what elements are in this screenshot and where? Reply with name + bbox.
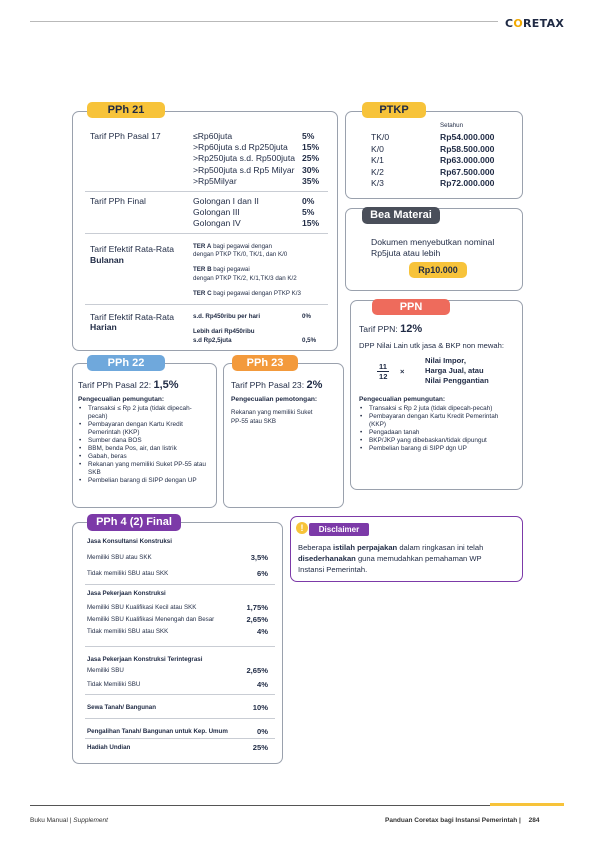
ptkp-title: PTKP [362,102,426,118]
coretax-logo: CORETAX [505,17,565,30]
divider [85,738,275,739]
pph4-row-rate: 2,65% [246,615,268,624]
final-rate: 0% [302,196,315,206]
pph4-row-label: Memiliki SBU atau SKK [87,554,152,561]
pasal17-label: Tarif PPh Pasal 17 [90,131,161,141]
pph23-tarif: Tarif PPh Pasal 23: 2% [231,379,323,391]
pasal17-bracket: >Rp60juta s.d Rp250juta [193,142,288,153]
final-golongan: Golongan I dan II [193,196,259,206]
pasal17-bracket: >Rp500juta s.d Rp5 Milyar [193,164,295,175]
disclaimer-line-3: Instansi Pemerintah. [298,565,368,574]
pasal17-rate: 35% [302,175,320,186]
ppn-title: PPN [372,299,450,315]
pph4-section: Jasa Pekerjaan Konstruksi Terintegrasi [87,656,203,663]
list-item: • Gabah, beras [78,453,208,461]
footer-accent [490,803,564,806]
list-item: • Pembayaran dengan Kartu Kredit Pemerintah (KKP) [78,421,208,437]
pph4-row-label: Memiliki SBU Kualifikasi Kecil atau SKK [87,604,197,611]
pasal17-rate: 5% [302,131,315,141]
pph23-peng-title: Pengecualian pemotongan: [231,396,318,403]
divider [85,304,328,305]
ppn-dpp: DPP Nilai Lain utk jasa & BKP non mewah: [359,341,504,350]
bea-amount: Rp10.000 [409,262,467,278]
ptkp-amount: Rp72.000.000 [440,178,495,189]
pph21-title: PPh 21 [87,102,165,118]
final-golongan: Golongan IV [193,218,241,229]
ptkp-status: TK/0 [371,132,390,142]
pph23-text-2: PP-55 atau SKB [231,418,277,425]
pph23-text-1: Rekanan yang memiliki Suket [231,409,313,416]
ppn-frac-num: 11 [379,362,388,371]
pasal17-rate: 25% [302,153,320,164]
ppn-tarif: Tarif PPN: 12% [359,323,423,335]
ter-a: TER A bagi pegawai dengan [193,243,272,250]
footer-left: Buku Manual | Supplement [30,817,108,824]
pasal17-rate: 30% [302,164,320,175]
pph22-exemption-list [78,405,208,485]
pph4-pengalihan: Pengalihan Tanah/ Bangunan untuk Kep. Umum [87,728,228,735]
harian-label: Tarif Efektif Rata-Rata [90,312,175,322]
warning-icon: ! [296,522,308,534]
ptkp-amount: Rp67.500.000 [440,166,495,177]
disclaimer-title: Disclaimer [309,523,369,536]
pasal17-bracket: >Rp5Milyar [193,175,237,186]
ter-c: TER C bagi pegawai dengan PTKP K/3 [193,290,301,297]
pasal17-rate: 15% [302,142,320,153]
pph4-title: PPh 4 (2) Final [87,514,181,531]
pph4-hadiah: Hadiah Undian [87,744,131,751]
pph4-row-rate: 3,5% [250,553,268,562]
pph4-hadiah-rate: 25% [252,743,268,752]
ptkp-status: K/3 [371,178,384,189]
harian-r2b: s.d Rp2,5juta [193,337,232,344]
list-item: • Pembelian barang di SIPP dengan UP [78,477,208,485]
divider [85,646,275,647]
harian-r1: s.d. Rp450ribu per hari [193,313,261,320]
pph4-section: Jasa Konsultansi Konstruksi [87,538,172,545]
ptkp-amount: Rp58.500.000 [440,143,495,154]
ter-label: Tarif Efektif Rata-Rata [90,244,175,254]
pph4-pengalihan-rate: 0% [257,727,268,736]
final-rate: 15% [302,218,320,229]
pph4-section: Jasa Pekerjaan Konstruksi [87,590,166,597]
pph4-row-label: Tidak memiliki SBU atau SKK [87,570,169,577]
list-item: • Transaksi ≤ Rp 2 juta (tidak dipecah-pecah) [78,405,208,421]
list-item: • Pengadaan tanah [359,429,509,437]
harian-v2: 0,5% [302,337,317,344]
pph4-row-rate: 6% [257,569,268,578]
divider [85,718,275,719]
pph4-row-label: Tidak memiliki SBU atau SKK [87,628,169,635]
list-item: • BBM, benda Pos, air, dan listrik [78,445,208,453]
disclaimer-line-2: disederhanakan guna memudahkan pemahaman WP [298,554,482,563]
ter-b-2: dengan PTKP TK/2, K/1,TK/3 dan K/2 [193,275,297,282]
ptkp-amount: Rp54.000.000 [440,132,495,142]
final-label: Tarif PPh Final [90,196,146,206]
list-item: • Transaksi ≤ Rp 2 juta (tidak dipecah-pecah) [359,405,509,413]
pph4-sewa-rate: 10% [252,703,268,712]
ppn-times: × [400,367,405,376]
divider [85,191,328,192]
pasal17-bracket: >Rp250juta s.d. Rp500juta [193,153,296,164]
pph4-row-rate: 2,65% [246,666,268,675]
pph4-row-label: Tidak Memiliki SBU [87,681,141,688]
final-golongan: Golongan III [193,207,240,218]
bea-text-2: Rp5juta atau lebih [371,248,441,258]
divider [85,694,275,695]
harian-r2a: Lebih dari Rp450ribu [193,328,255,335]
ter-a-2: dengan PTKP TK/0, TK/1, dan K/0 [193,251,288,258]
ptkp-status: K/1 [371,155,384,166]
footer-right: Panduan Coretax bagi Instansi Pemerintah | 284 [385,817,540,824]
ptkp-setahun: Setahun [440,122,464,129]
bea-title: Bea Materai [362,207,440,224]
pph4-row-rate: 4% [257,680,268,689]
pph4-sewa: Sewa Tanah/ Bangunan [87,704,156,711]
ter-b: TER B bagi pegawai [193,266,250,273]
list-item: • Sumber dana BOS [78,437,208,445]
pph22-title: PPh 22 [87,355,165,371]
pph22-tarif: Tarif PPh Pasal 22: 1,5% [78,379,179,391]
list-item: • Pembayaran dengan Kartu Kredit Pemerintah (KKP) [359,413,509,429]
ptkp-status: K/0 [371,143,384,154]
divider [85,233,328,234]
pph22-peng-title: Pengecualian pemungutan: [78,396,165,403]
list-item: • Pembelian barang di SIPP dgn UP [359,445,509,453]
ppn-nilai-2: Harga Jual, atau [425,366,484,375]
header-rule [30,21,498,22]
bea-text-1: Dokumen menyebutkan nominal [371,237,495,247]
pasal17-bracket: ≤Rp60juta [193,131,233,141]
ptkp-amount: Rp63.000.000 [440,155,495,166]
list-item: • BKP/JKP yang dibebaskan/tidak dipungut [359,437,509,445]
ppn-nilai-1: Nilai Impor, [425,356,466,365]
ppn-nilai-3: Nilai Penggantian [425,376,489,385]
pph23-title: PPh 23 [232,355,298,371]
ppn-exemption-list [359,405,509,453]
pph4-row-label: Memiliki SBU [87,667,124,674]
ppn-frac-den: 12 [379,372,388,381]
ppn-peng-title: Pengecualian pemungutan: [359,396,446,403]
list-item: • Rekanan yang memiliki Suket PP-55 atau SKB [78,461,208,477]
pph4-row-rate: 4% [257,627,268,636]
disclaimer-line-1: Beberapa istilah perpajakan dalam ringkasan ini telah [298,543,484,552]
final-rate: 5% [302,207,315,218]
pph4-row-rate: 1,75% [246,603,268,612]
ptkp-status: K/2 [371,166,384,177]
harian-label-2: Harian [90,322,117,332]
divider [85,584,275,585]
pph4-row-label: Memiliki SBU Kualifikasi Menengah dan Besar [87,616,215,623]
footer-rule [30,805,564,806]
harian-v1: 0% [302,313,311,320]
ter-label-bulanan: Bulanan [90,255,124,265]
